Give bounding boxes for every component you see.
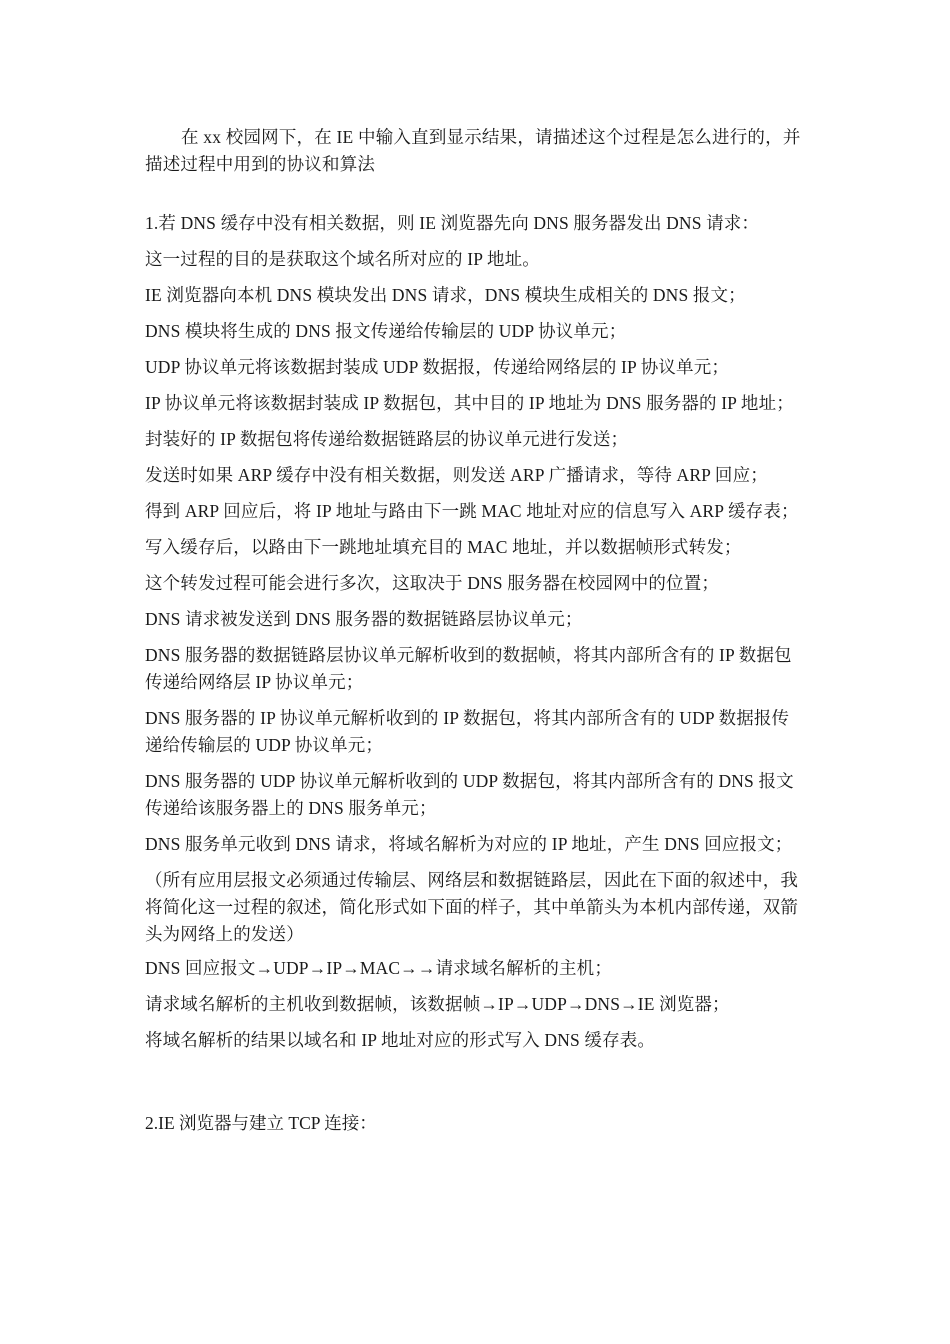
section-1-paragraph: 得到 ARP 回应后，将 IP 地址与路由下一跳 MAC 地址对应的信息写入 ARP 缓存表； bbox=[145, 501, 799, 521]
section-1-paragraph: IE 浏览器向本机 DNS 模块发出 DNS 请求，DNS 模块生成相关的 DNS 报文； bbox=[145, 285, 746, 305]
section-1-title: 1.若 DNS 缓存中没有相关数据，则 IE 浏览器先向 DNS 服务器发出 DNS 请求： bbox=[145, 213, 760, 233]
section-spacer bbox=[145, 1063, 805, 1110]
section-1-paragraph: DNS 模块将生成的 DNS 报文传递给传输层的 UDP 协议单元； bbox=[145, 321, 627, 341]
section-1-paragraph: 这个转发过程可能会进行多次，这取决于 DNS 服务器在校园网中的位置； bbox=[145, 573, 720, 593]
section-1-paragraph: 发送时如果 ARP 缓存中没有相关数据，则发送 ARP 广播请求，等待 ARP 回应； bbox=[145, 465, 768, 485]
document-body bbox=[145, 124, 805, 1137]
section-1-paragraph: 封装好的 IP 数据包将传递给数据链路层的协议单元进行发送； bbox=[145, 429, 629, 449]
section-1-paragraph: DNS 回应报文→UDP→IP→MAC→→请求域名解析的主机； bbox=[145, 958, 612, 978]
section-1-paragraph: IP 协议单元将该数据封装成 IP 数据包，其中目的 IP 地址为 DNS 服务器的 IP 地址； bbox=[145, 393, 794, 413]
section-1-paragraph: DNS 服务单元收到 DNS 请求，将域名解析为对应的 IP 地址，产生 DNS 回应报文； bbox=[145, 834, 793, 854]
section-1-paragraph: 请求域名解析的主机收到数据帧，该数据帧→IP→UDP→DNS→IE 浏览器； bbox=[145, 994, 730, 1014]
section-1-paragraph: DNS 服务器的数据链路层协议单元解析收到的数据帧，将其内部所含有的 IP 数据包传递给网络层 IP 协议单元； bbox=[145, 645, 792, 692]
section-1-paragraph: 这一过程的目的是获取这个域名所对应的 IP 地址。 bbox=[145, 249, 540, 269]
intro-question: 在 xx 校园网下，在 IE 中输入直到显示结果，请描述这个过程是怎么进行的，并描述过程中用到的协议和算法 bbox=[145, 127, 801, 174]
section-1-paragraph: 写入缓存后，以路由下一跳地址填充目的 MAC 地址，并以数据帧形式转发； bbox=[145, 537, 742, 557]
section-1-paragraph: UDP 协议单元将该数据封装成 UDP 数据报，传递给网络层的 IP 协议单元； bbox=[145, 357, 730, 377]
section-1-paragraph: 将域名解析的结果以域名和 IP 地址对应的形式写入 DNS 缓存表。 bbox=[145, 1030, 656, 1050]
section-2-title: 2.IE 浏览器与建立 TCP 连接： bbox=[145, 1113, 377, 1133]
section-1-paragraph: DNS 服务器的 IP 协议单元解析收到的 IP 数据包，将其内部所含有的 UDP 数据报传递给传输层的 UDP 协议单元； bbox=[145, 708, 790, 755]
section-1-note: （所有应用层报文必须通过传输层、网络层和数据链路层，因此在下面的叙述中，我将简化这一过程的叙述，简化形式如下面的样子，其中单箭头为本机内部传递，双箭头为网络上的发送） bbox=[145, 870, 799, 944]
section-1-paragraph: DNS 服务器的 UDP 协议单元解析收到的 UDP 数据包，将其内部所含有的 DNS 报文传递给该服务器上的 DNS 服务单元； bbox=[145, 771, 794, 818]
section-1-paragraph: DNS 请求被发送到 DNS 服务器的数据链路层协议单元； bbox=[145, 609, 583, 629]
